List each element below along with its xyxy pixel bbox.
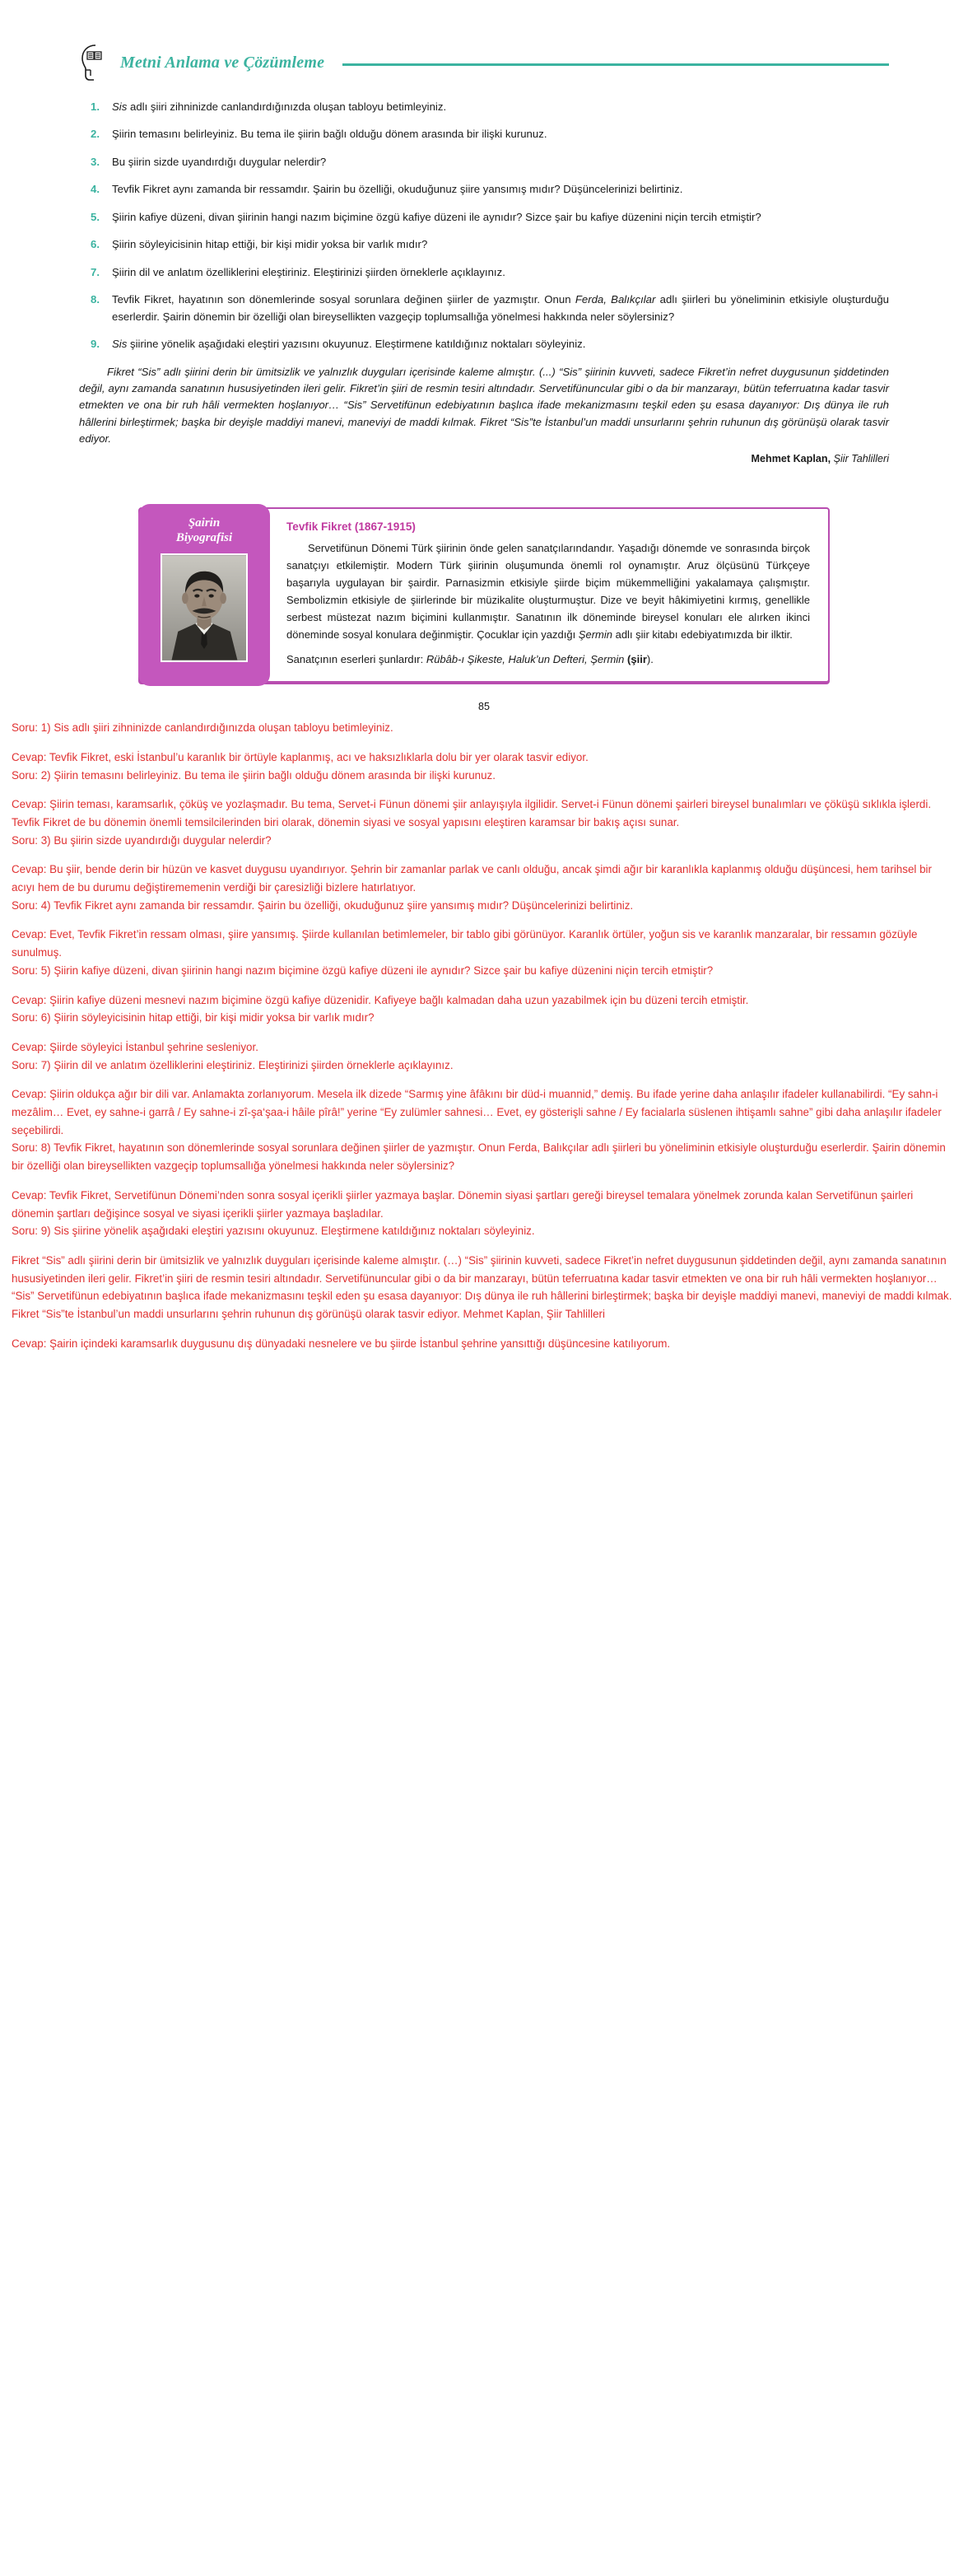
biography-card (138, 507, 830, 683)
question-paragraph: Soru: 8) Tevfik Fikret, hayatının son dönemlerinde sosyal sorunlara değinen şiirler de yazmıştır. Onun Ferda, Balıkçılar adlı şiirleri bu yöneliminin etkisiyle oluşturduğu eserlerdir. Şairin dönemin bir özelliği olan bireysellikten vazgeçip toplumsallığa yönelmesi hakkında neler söylersiniz? (12, 1141, 946, 1173)
question-item (79, 209, 889, 226)
tevfik-fikret-portrait (161, 553, 248, 662)
question-paragraph: Soru: 6) Şiirin söyleyicisinin hitap ettiği, bir kişi midir yoksa bir varlık mıdır? (12, 1011, 375, 1024)
question-text: Şiirin kafiye düzeni, divan şiirinin hangi nazım biçimine özgü kafiye düzeni ile aynıdır? Sizce şair bu kafiye düzenini niçin tercih etmiştir? (112, 210, 761, 223)
qa-transcript (0, 719, 968, 1372)
question-number: 5. (91, 210, 100, 223)
biography-label (176, 516, 232, 545)
question-number: 7. (91, 265, 100, 278)
biography-works (286, 651, 810, 668)
question-paragraph: Soru: 2) Şiirin temasını belirleyiniz. Bu tema ile şiirin bağlı olduğu dönem arasında bir ilişki kurunuz. (12, 768, 496, 782)
page-title: Metni Anlama ve Çözümleme (120, 53, 325, 72)
biography-card-label-panel (138, 504, 270, 686)
question-text-italic: Sis (112, 100, 128, 113)
biography-body-tail: adlı şiir kitabı edebiyatımızda bir ilktir. (612, 628, 793, 642)
question-item (79, 181, 889, 198)
question-item (79, 236, 889, 253)
question-item (79, 126, 889, 142)
biography-works-bold: (şiir (624, 653, 647, 666)
question-number: 2. (91, 128, 100, 141)
question-text-italic: Ferda, Balıkçılar (575, 293, 656, 306)
answer-paragraph: Cevap: Evet, Tevfik Fikret’in ressam olması, şiire yansımış. Şiirde kullanılan betimlemeler, bir tablo gibi görünüyor. Karanlık örtüler, yoğun sis ve karanlık manzaralar, bir ressamın gözüyle sunulmuş. (12, 928, 918, 959)
question-text: Şiirin dil ve anlatım özelliklerini eleştiriniz. Eleştirinizi şiirden örneklerle açıklayınız. (112, 265, 505, 278)
biography-body (286, 539, 810, 643)
question-number: 6. (91, 238, 100, 251)
question-paragraph: Soru: 4) Tevfik Fikret aynı zamanda bir ressamdır. Şairin bu özelliği, okuduğunuz şiire yansımış mıdır? Düşüncelerinizi belirtiniz. (12, 898, 634, 912)
biography-label-line2: Biyografisi (175, 530, 233, 544)
biography-body-main: Servetifünun Dönemi Türk şiirinin önde gelen sanatçılarındandır. Yaşadığı dönemde ve sonrasında birçok sanatçıyı etkilemiştir. Modern Türk şiirinin oluşumunda önemli rol oynamıştır. Aruz ölçüsünü Türkçeye başarıyla uygulayan bir şairdir. Parnasizmin etkisiyle şiirde biçim mükemmelliğini yakalamaya çalışmıştır. Sembolizmin etkisiyle de şiirlerinde bir müzikalite oluşturmuştur. Dize ve beyit hâkimiyetini kırmış, genellikle serbest müstezat nazım biçimini kullanmıştır. Sanatının ilk döneminde bireysel konuları ele alırken ikinci döneminde sosyal konulara değinmiştir. Çocuklar için yazdığı (286, 541, 810, 642)
answer-paragraph: Fikret “Sis” adlı şiirini derin bir ümitsizlik ve yalnızlık duyguları içerisinde kaleme almıştır. (…) “Sis” şiirinin kuvveti, sadece Fikret’in nefret duygusunun şiddetinden değil, aynı zamanda sanatının hususiyetinden ileri gelir. Fikret’in şiiri de resmin tesiri altındadır. Servetifünuncular gibi o da bir manzarayı, bütün teferruatına kadar tasvir etmekten ve ona bir ruh hâli vermekten hoşlanıyor… “Sis” Servetifünun edebiyatının başlıca ifade mekanizmasını teşkil eden şu esasa dayanıyor: Dış dünya ile ruh hâllerini birleştirmek; başka bir deyişle maddiyi manevi, maneviyi de maddi kılmak. Fikret “Sis”te İstanbul’un maddi unsurlarını şehrin ruhunun dış görünüşü olarak tasvir ediyor. Mehmet Kaplan, Şiir Tahlilleri (12, 1254, 952, 1321)
question-number: 1. (91, 100, 100, 113)
answer-paragraph: Cevap: Şiirin kafiye düzeni mesnevi nazım biçimine özgü kafiye düzenidir. Kafiyeye bağlı kalmadan daha uzun yazabilmek için bu düzeni tercih etmiştir. (12, 993, 749, 1006)
question-list (79, 99, 889, 353)
answer-paragraph: Cevap: Şairin içindeki karamsarlık duygusunu dış dünyadaki nesnelere ve bu şiirde İstanbul şehrine yansıttığı düşüncesine katılıyorum. (12, 1337, 671, 1350)
question-text: Bu şiirin sizde uyandırdığı duygular nelerdir? (112, 155, 327, 168)
question-text-tail: adlı şiiri zihninizde canlandırdığınızda oluşan tabloyu betimleyiniz. (127, 100, 447, 113)
question-item (79, 336, 889, 352)
biography-card-wrapper (79, 507, 889, 683)
answer-paragraph: Cevap: Tevfik Fikret, eski İstanbul’u karanlık bir örtüyle kaplanmış, acı ve haksızlıklarla dolu bir yer olarak tasvir ediyor. (12, 750, 589, 763)
question-paragraph: Soru: 5) Şiirin kafiye düzeni, divan şiirinin hangi nazım biçimine özgü kafiye düzeni ile aynıdır? Sizce şair bu kafiye düzenini niçin tercih etmiştir? (12, 964, 714, 977)
critic-author: Mehmet Kaplan, (751, 452, 831, 464)
biography-works-italic: Rübâb-ı Şikeste, Haluk’un Defteri, Şermin (426, 653, 625, 666)
biography-works-tail: ). (646, 653, 654, 666)
question-paragraph: Soru: 7) Şiirin dil ve anlatım özelliklerini eleştiriniz. Eleştirinizi şiirden örneklerle açıklayınız. (12, 1058, 454, 1071)
book-content-area (0, 0, 968, 712)
question-item (79, 264, 889, 281)
biography-label-line1: Şairin (188, 516, 221, 530)
question-text: Şiirin söyleyicisinin hitap ettiği, bir kişi midir yoksa bir varlık mıdır? (112, 238, 428, 251)
biography-body-italic: Şermin (578, 628, 612, 642)
critic-quote-credit (79, 453, 889, 464)
question-paragraph: Soru: 3) Bu şiirin sizde uyandırdığı duygular nelerdir? (12, 833, 272, 847)
critic-work: Şiir Tahlilleri (831, 452, 889, 464)
question-number: 8. (91, 293, 100, 306)
page-number: 85 (478, 701, 490, 713)
answer-paragraph: Cevap: Tevfik Fikret, Servetifünun Dönemi’nden sonra sosyal içerikli şiirler yazmaya başlar. Dönemin siyasi şartları gereği bireysel temalara yönelmek zorunda kalan Servetifünun şairleri dönemin şartları değişince sosyal ve siyasi içerikli şiirler yazmaya başladılar. (12, 1188, 914, 1220)
biography-works-prefix: Sanatçının eserleri şunlardır: (286, 653, 426, 666)
answer-paragraph: Cevap: Şiirin teması, karamsarlık, çöküş ve yozlaşmadır. Bu tema, Servet-i Fünun dönemi şiir anlayışıyla ilgilidir. Servet-i Fünun dönemi şairleri bireysel bunalımları ve çöküşü sıklıkla işlerdi. Tevfik Fikret de bu dönemin önemli temsilcilerinden biri olarak, dönemin siyasi ve sosyal yapısını eleştiren karamsar bir bakış açısı sunar. (12, 798, 932, 828)
answer-paragraph: Cevap: Bu şiir, bende derin bir hüzün ve kasvet duygusu uyandırıyor. Şehrin bir zamanlar parlak ve canlı olduğu, ancak şimdi ağır bir karanlıkla kaplanmış olduğu düşüncesi, hem tarihsel bir acıyı hem de bu durumu değiştirememenin verdiği bir çaresizliği bizlere hatırlatıyor. (12, 863, 932, 894)
question-item (79, 292, 889, 325)
biography-name: Tevfik Fikret (1867-1915) (286, 520, 416, 533)
question-text-tail: adlı şiirleri bu yöneliminin etkisiyle oluşturduğu eserlerdir. Şairin dönemin bir özelliği olan bireysellikten vazgeçip toplumsallığa yönelmesi hakkında neler söylersiniz? (112, 293, 890, 323)
section-header (79, 43, 889, 82)
question-text-italic: Sis (112, 338, 128, 351)
critic-quote-text: Fikret “Sis” adlı şiirini derin bir ümitsizlik ve yalnızlık duyguları içerisinde kaleme almıştır. (...) “Sis” şiirinin kuvveti, sadece Fikret’in nefret duygusunun şiddetinden değil, aynı zamanda sanatının hususiyetinden ileri gelir. Fikret’in şiiri de resmin tesiri altındadır. Servetifünuncular gibi o da bir manzarayı, bütün teferruatına kadar tasvir etmekten ve ona bir ruh hâli vermekten hoşlanıyor… “Sis” Servetifünun edebiyatının başlıca ifade mekanizmasını teşkil eden şu esasa dayanıyor: Dış dünya ile ruh hâllerini birleştirmek; başka bir deyişle maddiyi manevi, maneviyi de maddi kılmak. Fikret “Sis”te İstanbul’un maddi unsurlarını şehrin ruhunun dış görünüşü olarak tasvir ediyor. (79, 365, 889, 446)
answer-paragraph: Cevap: Şiirin oldukça ağır bir dili var. Anlamakta zorlanıyorum. Mesela ilk dizede “Sarmış yine âfâkını bir düd-i muannid,” demiş. Bu ifade yerine daha anlaşılır ifadeler kullanabilirdi. “Ey sahn-i mezâlim… Evet, ey sahne-i garrâ / Ey sahne-i zî-şa‘şaa-i hâile pîrâ!” yerine “Ey zulümler sahnesi… Evet, ey gösterişli sahne / Ey facialarla süslenen ihtişamlı sahne” gibi daha anlaşılır ifadeler seçebilirdi. (12, 1088, 942, 1136)
question-paragraph: Soru: 9) Sis şiirine yönelik aşağıdaki eleştiri yazısını okuyunuz. Eleştirmene katıldığınız noktaları söyleyiniz. (12, 1225, 535, 1238)
question-text: Şiirin temasını belirleyiniz. Bu tema ile şiirin bağlı olduğu dönem arasında bir ilişki kurunuz. (112, 128, 547, 141)
question-item (79, 99, 889, 115)
question-item (79, 154, 889, 170)
question-text-tail: şiirine yönelik aşağıdaki eleştiri yazısını okuyunuz. Eleştirmene katıldığınız noktaları söyleyiniz. (127, 338, 586, 351)
question-text: Tevfik Fikret, hayatının son dönemlerinde sosyal sorunlara değinen şiirler de yazmıştır. Onun (112, 293, 575, 306)
title-rule (342, 63, 889, 66)
answer-paragraph: Cevap: Şiirde söyleyici İstanbul şehrine sesleniyor. (12, 1040, 258, 1053)
question-text: Tevfik Fikret aynı zamanda bir ressamdır. Şairin bu özelliği, okuduğunuz şiire yansımış mıdır? Düşüncelerinizi belirtiniz. (112, 183, 683, 196)
question-paragraph: Soru: 1) Sis adlı şiiri zihninizde canlandırdığınızda oluşan tabloyu betimleyiniz. (12, 721, 393, 735)
question-number: 4. (91, 183, 100, 196)
head-book-icon (79, 43, 112, 82)
question-number: 3. (91, 155, 100, 168)
question-number: 9. (91, 338, 100, 351)
biography-card-body-panel (270, 509, 828, 681)
